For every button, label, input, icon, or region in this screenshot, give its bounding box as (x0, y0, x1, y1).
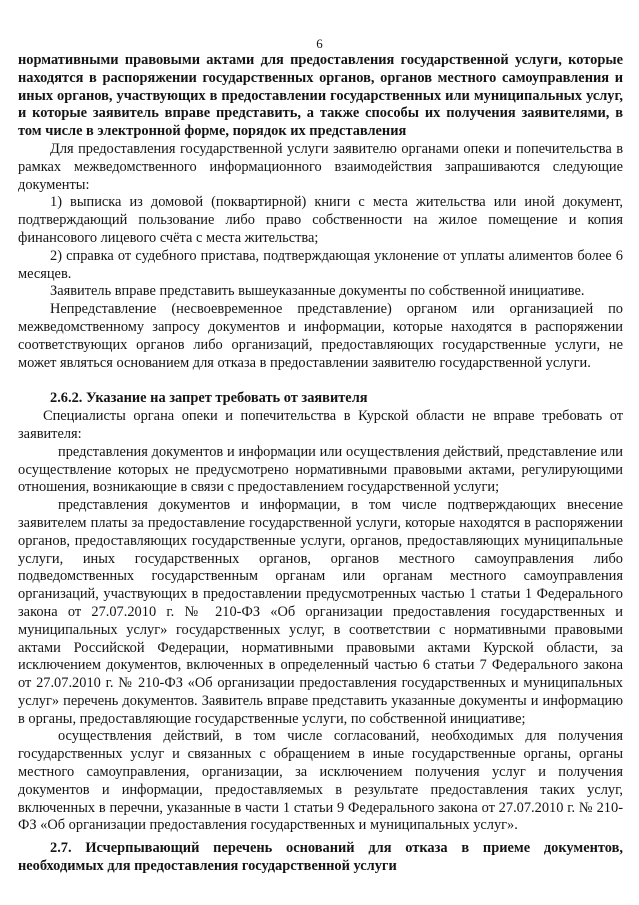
page-number: 6 (316, 36, 323, 51)
list-item-bailiff-certificate: 2) справка от судебного пристава, подтверждающая уклонение от уплаты алиментов более 6 месяцев. (18, 247, 623, 282)
paragraph-prohibition-item-2: представления документов и информации, в том числе подтверждающих внесение заявителем платы за предоставление государственной услуги, которые находятся в распоряжении органов, предоставляющих государственные услуги, органов, предоставляющих муниципальные услуги, иных государственных органов, органов местного самоуправления либо подведомственных государственным органам или органам местного самоуправления организаций, участвующих в предоставлении предусмотренных частью 1 статьи 1 Федерального закона от 27.07.2010 г. № 210-ФЗ «Об организации предоставления государственных и муниципальных услуг» государственных услуг, в соответствии с нормативными правовыми актами Российской Федерации, нормативными правовыми актами Курской области, за исключением документов, включенных в определенный частью 6 статьи 7 Федерального закона от 27.07.2010 г. № 210-ФЗ «Об организации предоставления государственных и муниципальных услуг» перечень документов. Заявитель вправе представить указанные документы и информацию в органы, предоставляющие государственные услуги, по собственной инициативе; (18, 497, 623, 727)
list-item-housebook-extract: 1) выписка из домовой (поквартирной) книги с места жительства или иной документ, подтверждающий пользование либо право собственности на жилое помещение и копия финансового лицевого счёта с места жительства; (18, 194, 623, 246)
heading-2-6-2: 2.6.2. Указание на запрет требовать от заявителя (50, 390, 368, 407)
paragraph-interagency-request: Для предоставления государственной услуги заявителю органами опеки и попечительства в рамках межведомственного информационного взаимодействия запрашиваются следующие документы: (18, 140, 623, 193)
paragraph-prohibition-item-1: представления документов и информации или осуществления действий, представление или осуществление которых не предусмотрено нормативными правовыми актами, регулирующими отношения, возникающие в связи с предоставлением государственной услуги; (18, 443, 623, 496)
paragraph-prohibition-intro: Специалисты органа опеки и попечительства в Курской области не вправе требовать от заявителя: (18, 408, 623, 442)
section-title-continuation: нормативными правовыми актами для предоставления государственной услуги, которые находятся в распоряжении государственных органов, органов местного самоуправления и иных органов, участвующих в предоставлении государственных или муниципальных услуг, и которые заявитель вправе представить, а также способы их получения заявителями, в том числе в электронной форме, порядок их представления (18, 52, 623, 140)
paragraph-own-initiative: Заявитель вправе представить вышеуказанные документы по собственной инициативе. (50, 283, 585, 300)
paragraph-non-submission: Непредставление (несвоевременное представление) органом или организацией по межведомственному запросу документов и информации, которые находятся в распоряжении соответствующих органов либо организаций, предоставляющих государственные услуги, не может являться основанием для отказа в предоставлении заявителю государственной услуги. (18, 301, 623, 371)
paragraph-prohibition-item-3: осуществления действий, в том числе согласований, необходимых для получения государственных услуг и связанных с обращением в иные государственные органы, органы местного самоуправления, организации, за исключением получения услуг и получения документов и информации, предоставляемых в результате предоставления таких услуг, включенных в перечни, указанные в части 1 статьи 9 Федерального закона от 27.07.2010 г. № 210-ФЗ «Об организации предоставления государственных и муниципальных услуг». (18, 728, 623, 834)
document-body (18, 52, 623, 876)
heading-2-7: 2.7. Исчерпывающий перечень оснований для отказа в приеме документов, необходимых для предоставления государственной услуги (18, 840, 623, 875)
